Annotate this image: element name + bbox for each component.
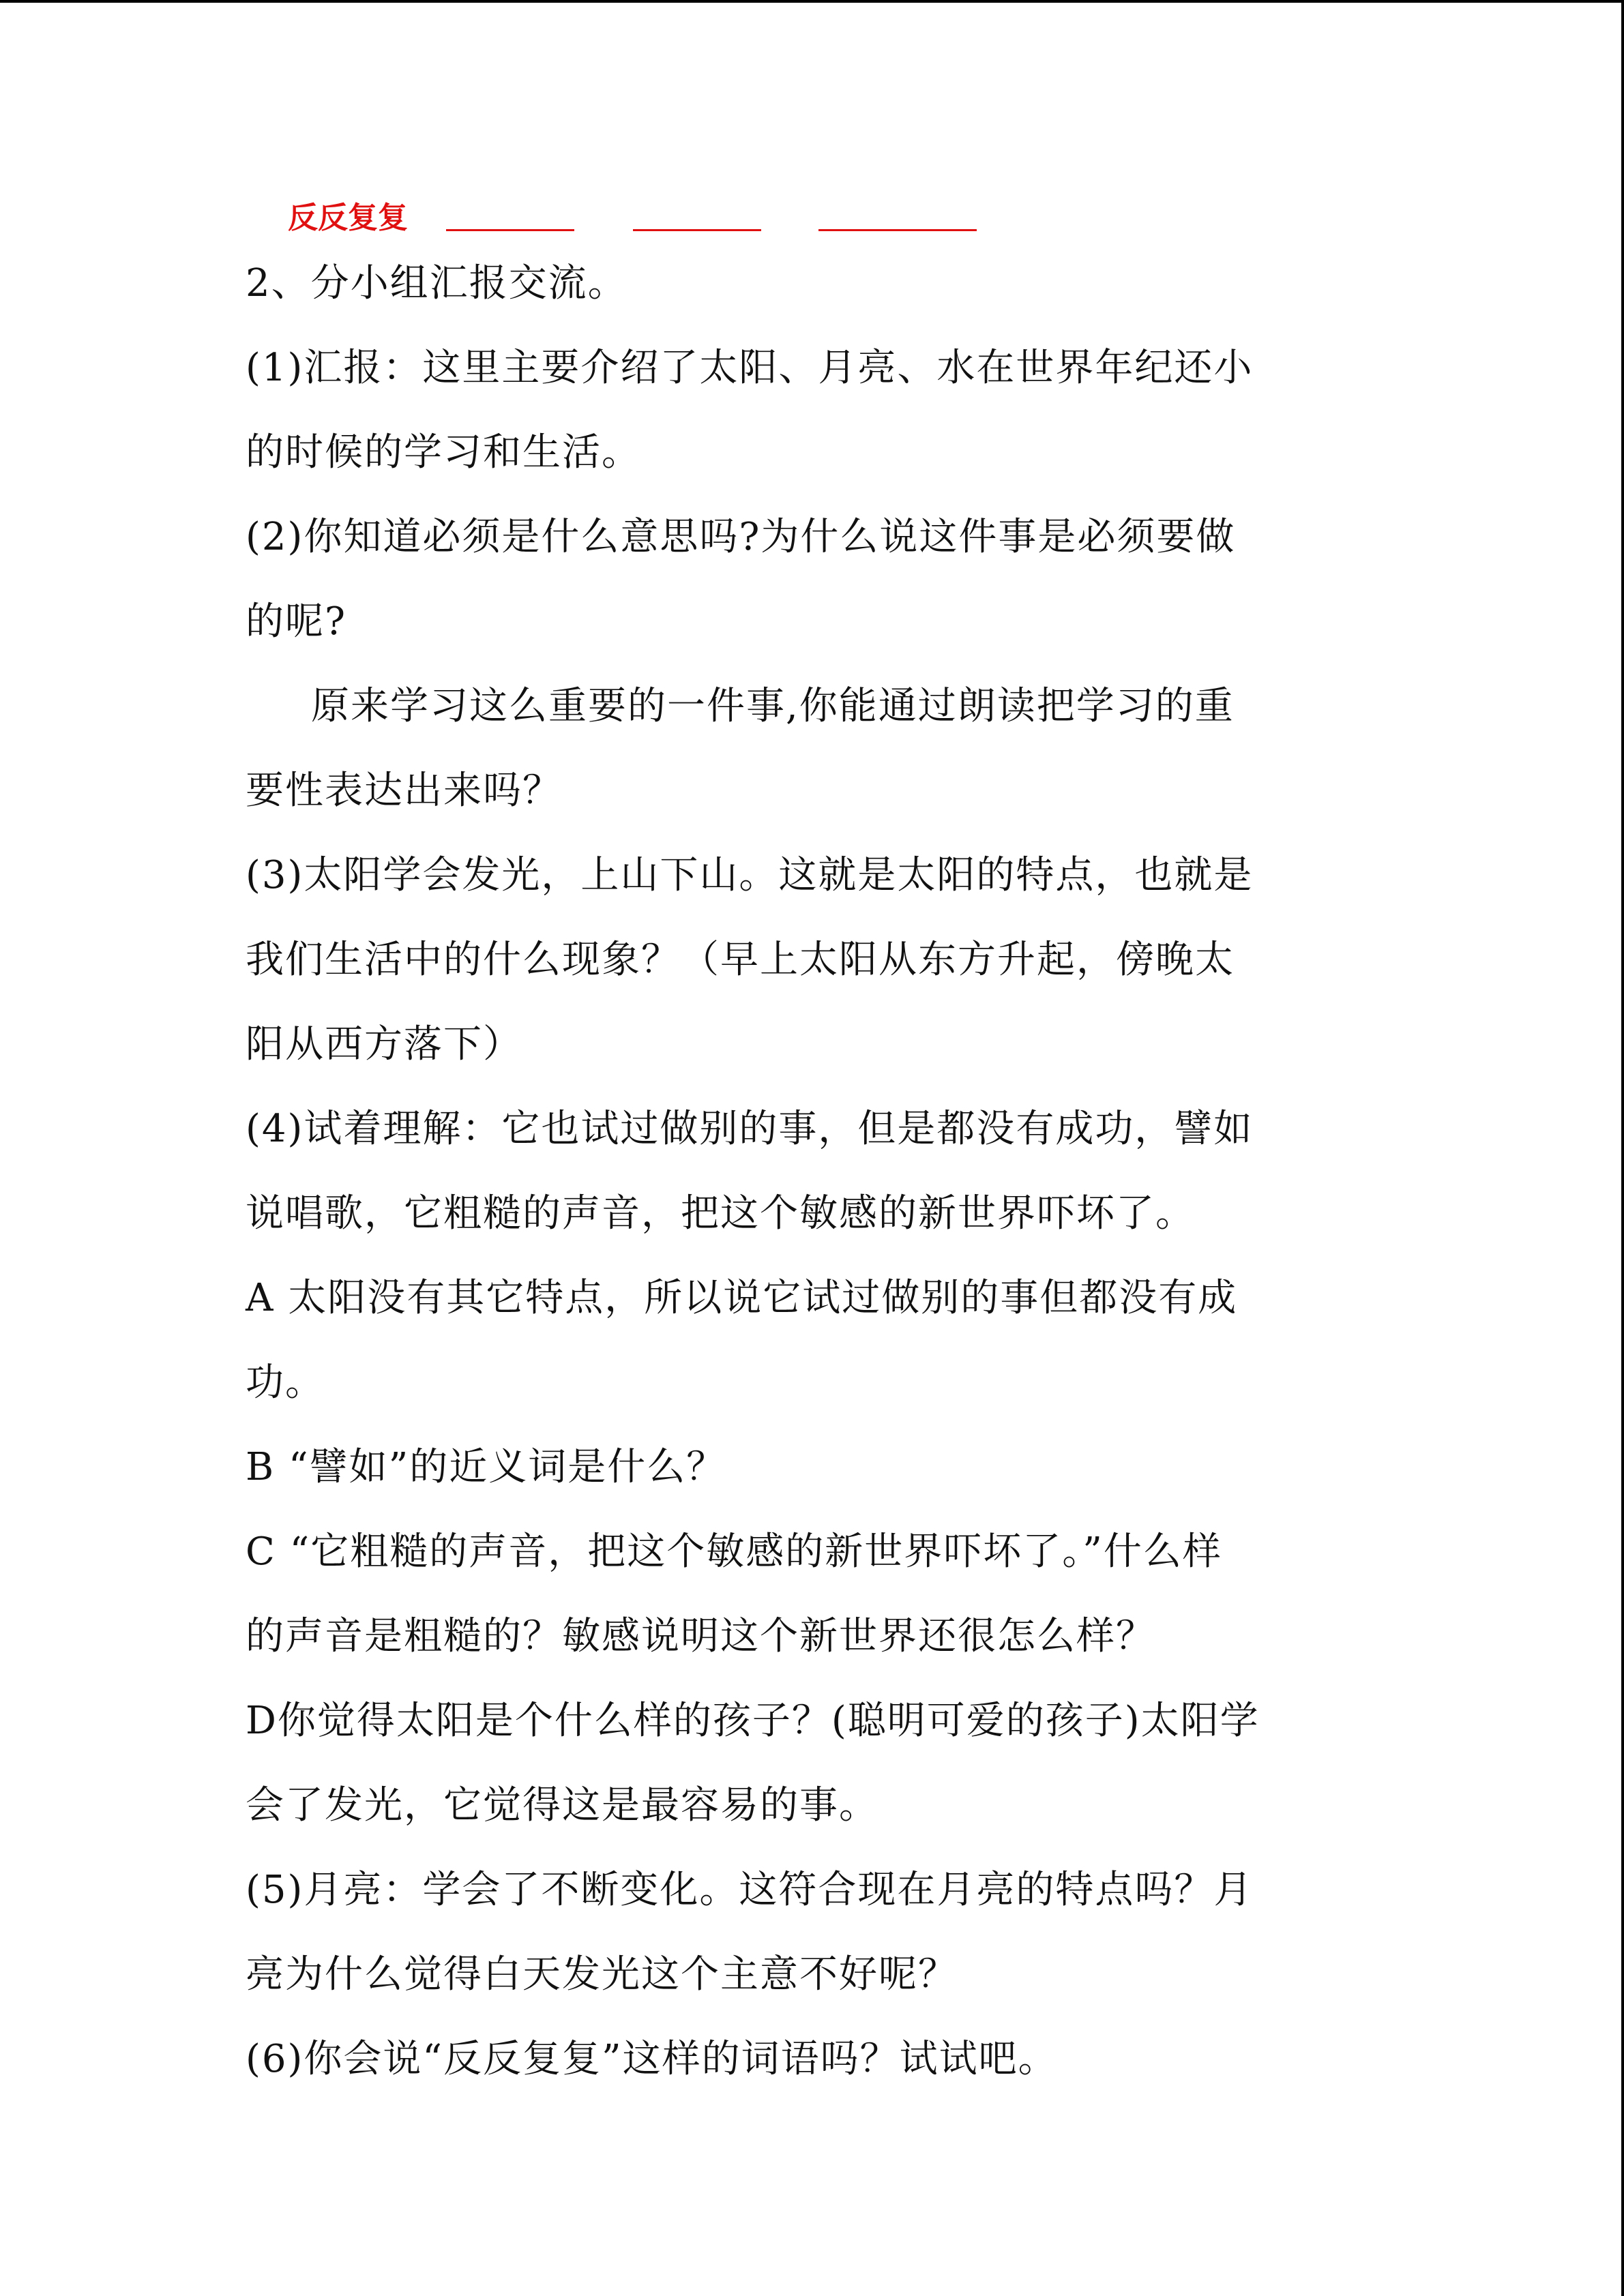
line-7: 要性表达出来吗？	[246, 769, 562, 813]
line-2: (1)汇报：这里主要介绍了太阳、月亮、水在世界年纪还小	[246, 346, 1254, 390]
line-21: 亮为什么觉得白天发光这个主意不好呢？	[246, 1952, 958, 1997]
fill-blank-3	[818, 229, 977, 231]
example-word: 反反复复	[288, 200, 408, 235]
line-3: 的时候的学习和生活。	[246, 430, 641, 475]
line-19: 会了发光，它觉得这是最容易的事。	[246, 1783, 879, 1828]
line-10: 阳从西方落下）	[246, 1022, 522, 1067]
line-11: (4)试着理解：它也试过做别的事，但是都没有成功，譬如	[246, 1107, 1254, 1151]
line-6: 原来学习这么重要的一件事,你能通过朗读把学习的重	[311, 684, 1235, 728]
line-12: 说唱歌，它粗糙的声音，把这个敏感的新世界吓坏了。	[246, 1191, 1195, 1236]
line-18: D你觉得太阳是个什么样的孩子？(聪明可爱的孩子)太阳学	[246, 1699, 1260, 1743]
line-9: 我们生活中的什么现象？（早上太阳从东方升起，傍晚太	[246, 938, 1235, 982]
page-right-border	[1621, 0, 1624, 2296]
line-1: 2、分小组汇报交流。	[246, 261, 628, 305]
line-17: 的声音是粗糙的？敏感说明这个新世界还很怎么样？	[246, 1614, 1155, 1658]
line-14: 功。	[246, 1360, 325, 1405]
fill-blank-1	[446, 229, 574, 231]
line-5: 的呢?	[246, 599, 347, 644]
line-20: (5)月亮：学会了不断变化。这符合现在月亮的特点吗？月	[246, 1868, 1254, 1912]
line-8: (3)太阳学会发光，上山下山。这就是太阳的特点，也就是	[246, 853, 1254, 897]
line-4: (2)你知道必须是什么意思吗?为什么说这件事是必须要做	[246, 515, 1236, 559]
fill-blank-2	[633, 229, 761, 231]
line-13: A 太阳没有其它特点，所以说它试过做别的事但都没有成	[246, 1276, 1238, 1320]
line-15: B “譬如”的近义词是什么？	[246, 1445, 726, 1489]
line-22: (6)你会说“反反复复”这样的词语吗？试试吧。	[246, 2037, 1058, 2081]
page-top-border	[0, 0, 1624, 3]
line-16: C “它粗糙的声音，把这个敏感的新世界吓坏了。”什么样	[246, 1530, 1222, 1574]
